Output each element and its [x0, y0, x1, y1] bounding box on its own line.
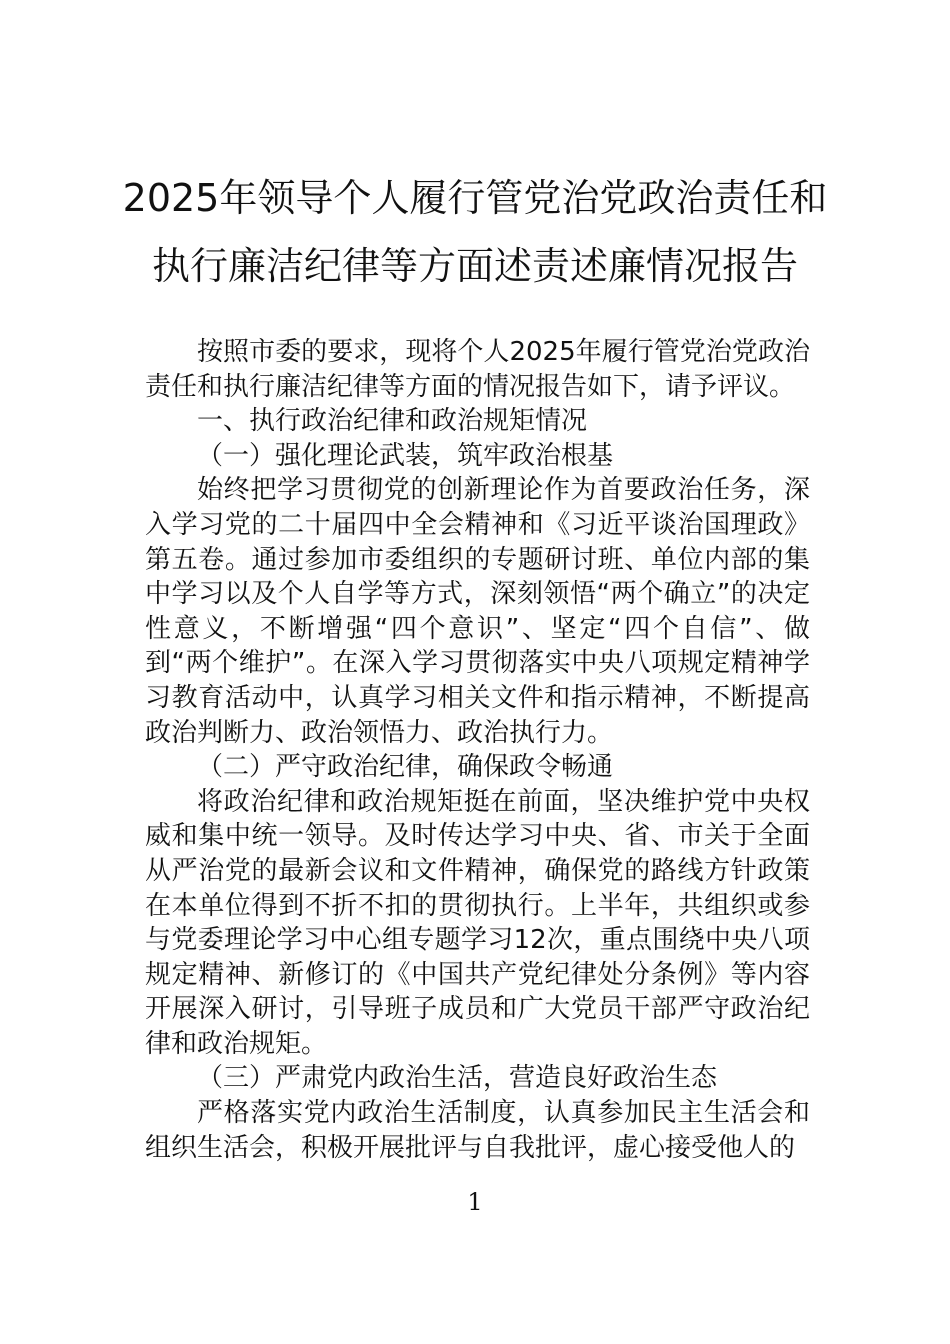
document-title-line-1: 2025年领导个人履行管党治党政治责任和: [122, 176, 828, 220]
body-paragraph-1: 始终把学习贯彻党的创新理论作为首要政治任务，深入学习党的二十届四中全会精神和《习近平谈治国理政》第五卷。通过参加市委组织的专题研讨班、单位内部的集中学习以及个人自学等方式，深刻领悟“两个确立”的决定性意义，不断增强“四个意识”、坚定“四个自信”、做到“两个维护”。在深入学习贯彻落实中央八项规定精神学习教育活动中，认真学习相关文件和指示精神，不断提高政治判断力、政治领悟力、政治执行力。: [145, 475, 810, 748]
body-paragraph-2: 将政治纪律和政治规矩挺在前面，坚决维护党中央权威和集中统一领导。及时传达学习中央、省、市关于全面从严治党的最新会议和文件精神，确保党的路线方针政策在本单位得到不折不扣的贯彻执行。上半年，共组织或参与党委理论学习中心组专题学习12次，重点围绕中央八项规定精神、新修订的《中国共产党纪律处分条例》等内容开展深入研讨，引导班子成员和广大党员干部严守政治纪律和政治规矩。: [145, 786, 810, 1059]
section-heading-1: 一、执行政治纪律和政治规矩情况: [197, 406, 588, 437]
subsection-heading-2: （二）严守政治纪律，确保政令畅通: [197, 752, 614, 783]
document-title-line-2: 执行廉洁纪律等方面述责述廉情况报告: [151, 244, 798, 288]
subsection-heading-1: （一）强化理论武装，筑牢政治根基: [197, 440, 614, 471]
body-paragraph-3: 严格落实党内政治生活制度，认真参加民主生活会和组织生活会，积极开展批评与自我批评，虚心接受他人的: [145, 1098, 810, 1163]
intro-paragraph: 按照市委的要求，现将个人2025年履行管党治党政治责任和执行廉洁纪律等方面的情况报告如下，请予评议。: [145, 337, 810, 402]
document-body: [145, 335, 810, 1165]
subsection-heading-3: （三）严肃党内政治生活，营造良好政治生态: [197, 1063, 718, 1094]
page-number: 1: [467, 1188, 483, 1216]
